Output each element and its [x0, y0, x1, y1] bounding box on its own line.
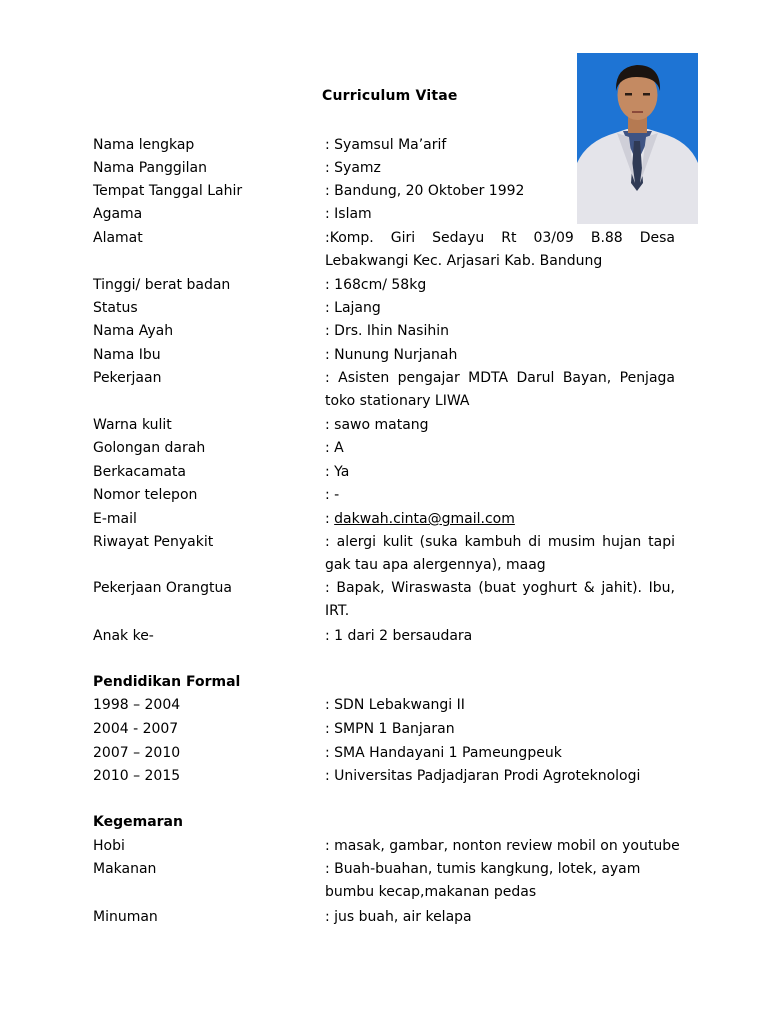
field-label: Tinggi/ berat badan [93, 277, 231, 293]
field-label: 2010 – 2015 [93, 768, 181, 784]
field-label: Warna kulit [93, 417, 172, 433]
field-value: : - [325, 487, 340, 503]
field-label: Nomor telepon [93, 487, 198, 503]
field-value: : A [325, 440, 344, 456]
field-value: : Nunung Nurjanah [325, 347, 458, 363]
field-value: :Komp. Giri Sedayu Rt 03/09 B.88 Desa Lebakwangi Kec. Arjasari Kab. Bandung [325, 230, 675, 270]
field-label: Status [93, 300, 138, 316]
field-label: Nama lengkap [93, 137, 195, 153]
field-label: Alamat [93, 230, 143, 246]
field-label: Berkacamata [93, 464, 186, 480]
field-value: : SMPN 1 Banjaran [325, 721, 455, 737]
section-heading-pendidikan: Pendidikan Formal [93, 674, 241, 690]
field-value: : Universitas Padjadjaran Prodi Agroteknologi [325, 768, 641, 784]
profile-photo [577, 53, 698, 224]
field-label: 2007 – 2010 [93, 745, 181, 761]
field-value [325, 508, 515, 531]
email-link[interactable]: dakwah.cinta@gmail.com [334, 511, 515, 527]
field-value: : Syamsul Ma’arif [325, 137, 447, 153]
field-value: : SDN Lebakwangi II [325, 697, 465, 713]
field-label: 1998 – 2004 [93, 697, 181, 713]
field-label: Tempat Tanggal Lahir [93, 183, 243, 199]
field-value: : Asisten pengajar MDTA Darul Bayan, Penjaga toko stationary LIWA [325, 370, 675, 410]
field-value: : Bapak, Wiraswasta (buat yoghurt & jahit). Ibu, IRT. [325, 580, 675, 620]
field-value: : Islam [325, 206, 372, 222]
field-label: Anak ke- [93, 628, 154, 644]
field-value: : masak, gambar, nonton review mobil on youtube [325, 838, 680, 854]
field-label: Agama [93, 206, 143, 222]
email-prefix: : [325, 511, 335, 527]
field-label: Makanan [93, 861, 157, 877]
field-value: : 168cm/ 58kg [325, 277, 427, 293]
field-label: Minuman [93, 909, 158, 925]
field-value: : Drs. Ihin Nasihin [325, 323, 449, 339]
field-value: : Ya [325, 464, 350, 480]
field-value: : Lajang [325, 300, 381, 316]
field-value: : 1 dari 2 bersaudara [325, 628, 473, 644]
field-value: : Bandung, 20 Oktober 1992 [325, 183, 525, 199]
field-label: Nama Ibu [93, 347, 161, 363]
field-value: : sawo matang [325, 417, 429, 433]
field-value: : SMA Handayani 1 Pameungpeuk [325, 745, 562, 761]
field-label: Pekerjaan [93, 370, 162, 386]
field-label: Pekerjaan Orangtua [93, 580, 232, 596]
field-label: E-mail [93, 511, 137, 527]
document-title: Curriculum Vitae [322, 88, 458, 104]
field-label: Golongan darah [93, 440, 206, 456]
field-label: Nama Ayah [93, 323, 174, 339]
field-label: 2004 - 2007 [93, 721, 179, 737]
field-label: Nama Panggilan [93, 160, 207, 176]
field-value: : Syamz [325, 160, 381, 176]
section-heading-kegemaran: Kegemaran [93, 814, 183, 830]
field-label: Hobi [93, 838, 125, 854]
field-label: Riwayat Penyakit [93, 534, 214, 550]
field-value: : Buah-buahan, tumis kangkung, lotek, ayam bumbu kecap,makanan pedas [325, 861, 641, 901]
field-value: : jus buah, air kelapa [325, 909, 472, 925]
field-value: : alergi kulit (suka kambuh di musim hujan tapi gak tau apa alergennya), maag [325, 534, 675, 574]
